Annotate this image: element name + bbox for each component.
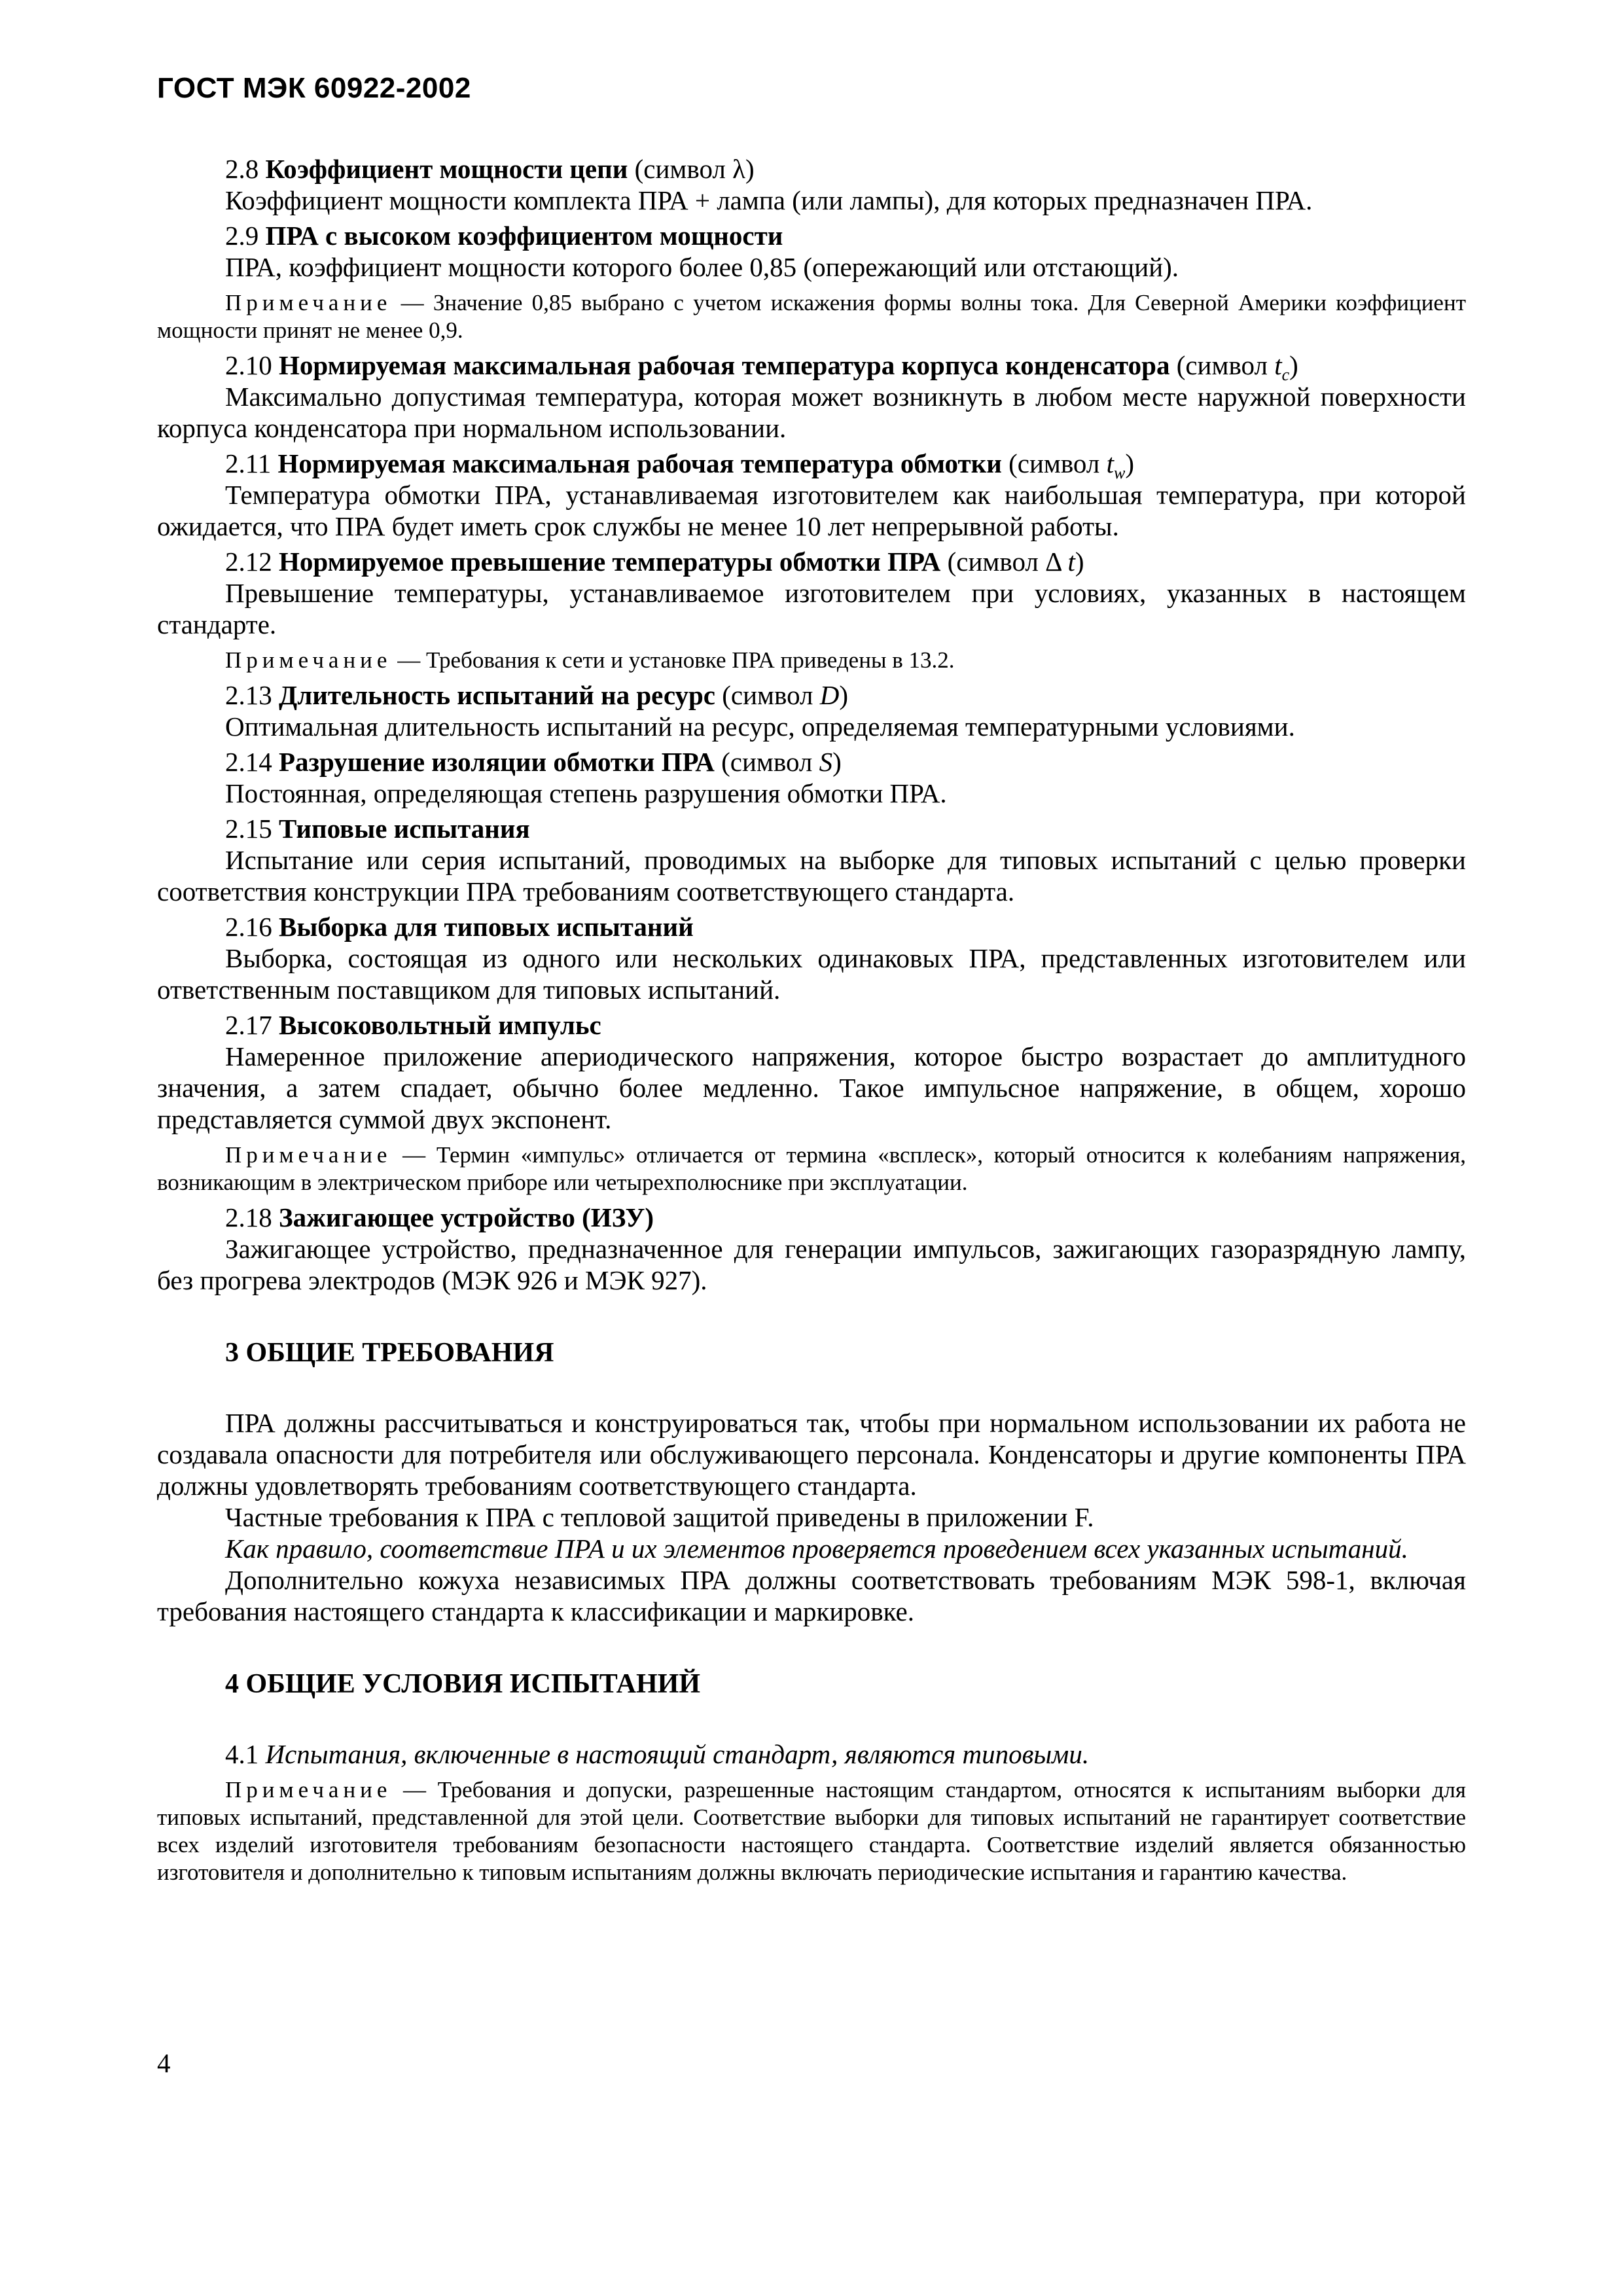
document-header: ГОСТ МЭК 60922-2002 — [157, 72, 471, 104]
term-2-11-heading: 2.11 Нормируемая максимальная рабочая температура обмотки (символ $t_w$) — [225, 448, 1134, 483]
term-2-14-definition: Постоянная, определяющая степень разрушения обмотки ПРА. — [225, 778, 947, 808]
term-2-11-title: Нормируемая максимальная рабочая температура обмотки — [277, 448, 1002, 478]
term-2-13-title: Длительность испытаний на ресурс — [279, 680, 715, 710]
clause-4-1-text: Испытания, включенные в настоящий стандарт, являются типовыми. — [265, 1739, 1090, 1769]
term-2-10-title: Нормируемая максимальная рабочая температура корпуса конденсатора — [279, 350, 1170, 380]
term-2-12-note: Примечание — Требования к сети и установке ПРА приведены в 13.2. — [225, 647, 955, 673]
term-2-17-definition: Намеренное приложение апериодического напряжения, которое быстро возрастает до амплитудного значения, а затем спадает, обычно более медленно. Такое импульсное напряжение, в общем, хорошо представляется суммой двух экспонент. — [157, 1041, 1466, 1134]
term-2-12-definition: Превышение температуры, устанавливаемое изготовителем при условиях, указанных в настоящем стандарте. — [157, 578, 1466, 639]
term-2-18-heading: 2.18 Зажигающее устройство (ИЗУ) — [225, 1202, 654, 1232]
term-2-8-title: Коэффициент мощности цепи — [265, 154, 628, 184]
term-2-9-note: Примечание — Значение 0,85 выбрано с учетом искажения формы волны тока. Для Северной Америки коэффициент мощности принят не менее 0,9. — [157, 290, 1466, 343]
term-2-13-definition: Оптимальная длительность испытаний на ресурс, определяемая температурными условиями. — [225, 711, 1295, 742]
term-2-15-title: Типовые испытания — [279, 814, 530, 844]
note-label: Примечание — [225, 290, 392, 315]
term-2-14-title: Разрушение изоляции обмотки ПРА — [279, 747, 715, 777]
term-2-15-definition: Испытание или серия испытаний, проводимых на выборке для типовых испытаний с целью проверки соответствия конструкции ПРА требованиям соответствующего стандарта. — [157, 845, 1466, 906]
term-2-12-title: Нормируемое превышение температуры обмотки ПРА — [279, 547, 941, 577]
term-2-11-definition: Температура обмотки ПРА, устанавливаемая изготовителем как наибольшая температура, при которой ожидается, что ПРА будет иметь срок службы не менее 10 лет непрерывной работы. — [157, 480, 1466, 541]
document-body — [157, 149, 1466, 1892]
term-2-13-heading: 2.13 Длительность испытаний на ресурс (символ D) — [225, 680, 849, 710]
note-label: Примечание — [225, 1142, 392, 1168]
term-2-10-definition: Максимально допустимая температура, которая может возникнуть в любом месте наружной поверхности корпуса конденсатора при нормальном использовании. — [157, 382, 1466, 443]
section-4-title: 4 ОБЩИЕ УСЛОВИЯ ИСПЫТАНИЙ — [225, 1669, 700, 1699]
term-2-18-title: Зажигающее устройство (ИЗУ) — [279, 1202, 654, 1232]
term-2-16-definition: Выборка, состоящая из одного или нескольких одинаковых ПРА, представленных изготовителем или ответственным поставщиком для типовых испытаний. — [157, 943, 1466, 1005]
term-2-9-heading: 2.9 ПРА с высоком коэффициентом мощности — [225, 221, 783, 251]
page-number: 4 — [157, 2048, 171, 2078]
section-3-title: 3 ОБЩИЕ ТРЕБОВАНИЯ — [225, 1338, 554, 1368]
note-label: Примечание — [225, 1777, 392, 1803]
term-2-17-title: Высоковольтный импульс — [279, 1010, 601, 1040]
section-3-paragraph-4: Дополнительно кожуха независимых ПРА должны соответствовать требованиям МЭК 598-1, включая требования настоящего стандарта к классификации и маркировке. — [157, 1565, 1466, 1626]
note-label: Примечание — [225, 647, 392, 673]
term-2-17-note: Примечание — Термин «импульс» отличается от термина «всплеск», который относится к колебаниям напряжения, возникающим в электрическом приборе или четырехполюснике при эксплуатации. — [157, 1142, 1466, 1195]
term-2-17-heading: 2.17 Высоковольтный импульс — [225, 1010, 601, 1040]
section-4-note: Примечание — Требования и допуски, разрешенные настоящим стандартом, относятся к испытаниям выборки для типовых испытаний, представленной для этой цели. Соответствие выборки для типовых испытаний не гарантирует соответствие всех изделий изготовителя требованиям безопасности настоящего стандарта. Соответствие изделий является обязанностью изготовителя и дополнительно к типовым испытаниям должны включать периодические испытания и гарантию качества. — [157, 1777, 1466, 1885]
term-2-16-heading: 2.16 Выборка для типовых испытаний — [225, 912, 694, 942]
term-2-10-heading: 2.10 Нормируемая максимальная рабочая температура корпуса конденсатора (символ $t_c$) — [225, 350, 1298, 385]
term-2-8-definition: Коэффициент мощности комплекта ПРА + лампа (или лампы), для которых предназначен ПРА. — [225, 185, 1313, 215]
section-3-paragraph-2: Частные требования к ПРА с тепловой защитой приведены в приложении F. — [225, 1502, 1094, 1532]
term-2-18-definition: Зажигающее устройство, предназначенное для генерации импульсов, зажигающих газоразрядную лампу, без прогрева электродов (МЭК 926 и МЭК 927). — [157, 1234, 1466, 1295]
term-2-16-title: Выборка для типовых испытаний — [279, 912, 694, 942]
section-3-paragraph-1: ПРА должны рассчитываться и конструироваться так, чтобы при нормальном использовании их работа не создавала опасности для потребителя или обслуживающего персонала. Конденсаторы и другие компоненты ПРА должны удовлетворять требованиям соответствующего стандарта. — [157, 1408, 1466, 1501]
term-2-14-heading: 2.14 Разрушение изоляции обмотки ПРА (символ S) — [225, 747, 842, 777]
term-2-12-heading: 2.12 Нормируемое превышение температуры обмотки ПРА (символ Δ t) — [225, 547, 1084, 577]
term-2-9-definition: ПРА, коэффициент мощности которого более 0,85 (опережающий или отстающий). — [225, 252, 1179, 282]
term-2-15-heading: 2.15 Типовые испытания — [225, 814, 530, 844]
term-2-9-title: ПРА с высоком коэффициентом мощности — [265, 221, 783, 251]
clause-4-1: 4.1 Испытания, включенные в настоящий стандарт, являются типовыми. — [225, 1739, 1090, 1769]
section-3-paragraph-3: Как правило, соответствие ПРА и их элементов проверяется проведением всех указанных испытаний. — [225, 1534, 1408, 1564]
term-2-8-heading: 2.8 Коэффициент мощности цепи (символ λ) — [225, 154, 755, 184]
